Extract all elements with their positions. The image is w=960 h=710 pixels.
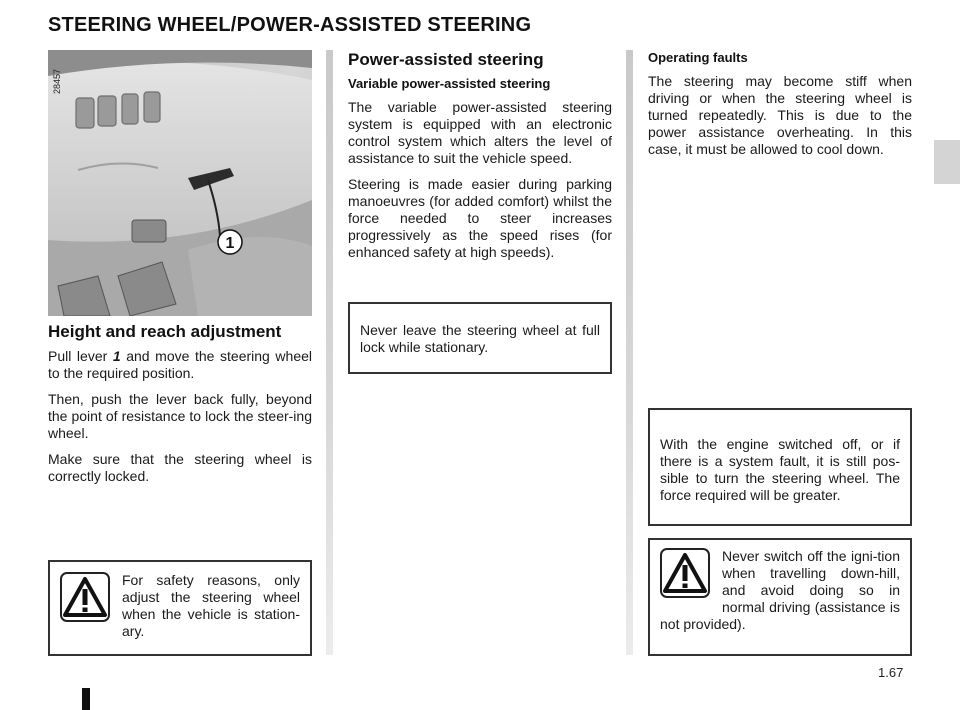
steering-lever-photo [48, 50, 312, 316]
image-reference-code: 28457 [52, 68, 62, 94]
ignition-warning-box [648, 538, 912, 656]
power-steering-paragraph: The variable power-assisted steering system is equipped with an electronic control system which alters the level of assistance to suit the vehicle speed. [348, 99, 612, 166]
operating-faults-heading: Operating faults [648, 50, 748, 65]
page-number: 1.67 [878, 665, 904, 680]
height-reach-paragraph: Pull lever 1 and move the steering wheel to the required position. [48, 348, 313, 381]
power-steering-heading: Power-assisted steering [348, 50, 544, 69]
full-lock-note-text: Never leave the steering wheel at full lock while stationary. [360, 322, 600, 355]
variable-steering-subheading: Variable power-assisted steering [348, 76, 551, 91]
operating-faults-paragraph: The steering may become stiff when driving or when the steering wheel is turned repeatedly. This is due to the power assistance overheating. In this case, it must be allowed to cool down. [648, 73, 912, 157]
column-middle [348, 50, 612, 270]
height-reach-heading: Height and reach adjustment [48, 322, 282, 341]
power-steering-paragraph: Steering is made easier during parking manoeuvres (for added comfort) whilst the force needed to steer increases progressively as the speed rises (for enhanced safety at high speeds). [348, 176, 612, 260]
column-left [48, 50, 312, 494]
system-fault-note-text: With the engine switched off, or if there is a system fault, it is still pos-sible to turn the steering wheel. The force required will be greater. [660, 436, 900, 503]
column-separator [326, 50, 333, 655]
height-reach-paragraph: Then, push the lever back fully, beyond the point of resistance to lock the steer-ing wheel. [48, 391, 312, 441]
crop-mark [82, 688, 90, 710]
column-separator [626, 50, 633, 655]
ignition-warning-text: Never switch off the igni-tion when travelling down-hill, and avoid doing so in normal driving (assistance is not provided). [660, 548, 900, 632]
warning-triangle-icon [60, 572, 110, 622]
height-reach-paragraph: Make sure that the steering wheel is correctly locked. [48, 451, 312, 484]
column-right [648, 50, 912, 167]
safety-warning-text: For safety reasons, only adjust the steering wheel when the vehicle is station-ary. [122, 572, 300, 639]
chapter-tab [934, 140, 960, 184]
dashboard-illustration [48, 50, 312, 316]
safety-warning-box [48, 560, 312, 656]
lever-reference: 1 [112, 348, 121, 364]
page-title: STEERING WHEEL/POWER-ASSISTED STEERING [48, 14, 532, 36]
full-lock-note-box [348, 302, 612, 374]
system-fault-note-box [648, 408, 912, 526]
callout-label: 1 [225, 235, 235, 252]
warning-triangle-icon [660, 548, 710, 598]
